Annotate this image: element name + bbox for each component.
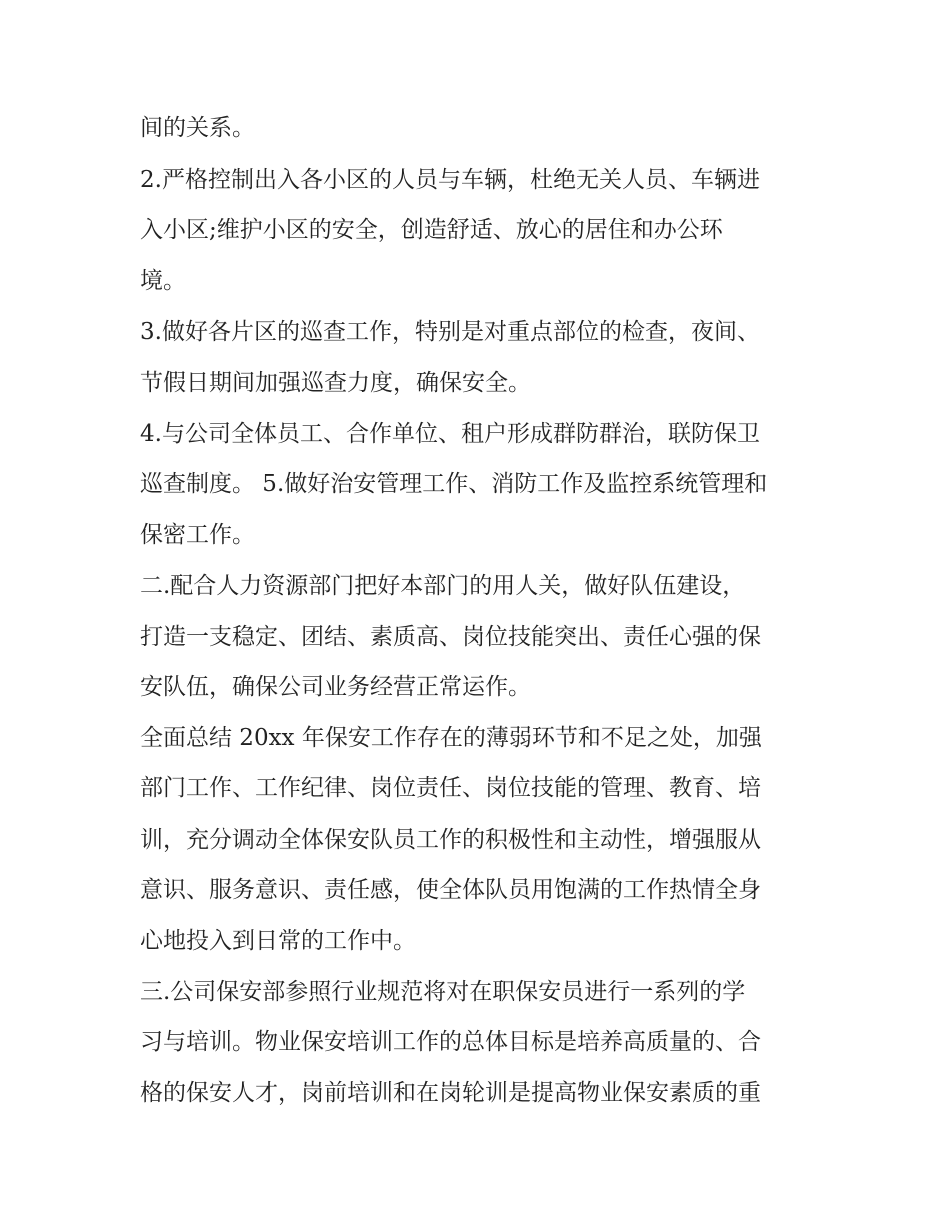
text-line: 4.与公司全体员工、合作单位、租户形成群防群治，联防保卫	[140, 421, 760, 447]
text-line: 巡查制度。 5.做好治安管理工作、消防工作及监控系统管理和	[140, 471, 768, 497]
text-line: 间的关系。	[140, 115, 255, 141]
text-line: 全面总结 20xx 年保安工作存在的薄弱环节和不足之处，加强	[140, 725, 762, 751]
text-line: 三.公司保安部参照行业规范将对在职保安员进行一系列的学	[140, 979, 746, 1005]
text-line: 心地投入到日常的工作中。	[140, 928, 416, 954]
text-line: 意识、服务意识、责任感，使全体队员用饱满的工作热情全身	[140, 877, 761, 903]
text-line: 打造一支稳定、团结、素质高、岗位技能突出、责任心强的保	[140, 624, 761, 650]
text-line: 训，充分调动全体保安队员工作的积极性和主动性，增强服从	[140, 827, 761, 853]
text-line: 节假日期间加强巡查力度，确保安全。	[140, 370, 531, 396]
text-line: 安队伍，确保公司业务经营正常运作。	[140, 674, 531, 700]
text-line: 部门工作、工作纪律、岗位责任、岗位技能的管理、教育、培	[140, 775, 761, 801]
text-line: 习与培训。物业保安培训工作的总体目标是培养高质量的、合	[140, 1029, 761, 1055]
text-line: 2.严格控制出入各小区的人员与车辆，杜绝无关人员、车辆进	[140, 167, 760, 193]
text-line: 境。	[140, 268, 186, 294]
text-line: 格的保安人才，岗前培训和在岗轮训是提高物业保安素质的重	[140, 1080, 761, 1106]
text-line: 二.配合人力资源部门把好本部门的用人关，做好队伍建设，	[140, 573, 746, 599]
text-line: 入小区;维护小区的安全，创造舒适、放心的居住和办公环	[140, 217, 723, 243]
text-line: 3.做好各片区的巡查工作，特别是对重点部位的检查，夜间、	[140, 319, 760, 345]
text-line: 保密工作。	[140, 522, 255, 548]
